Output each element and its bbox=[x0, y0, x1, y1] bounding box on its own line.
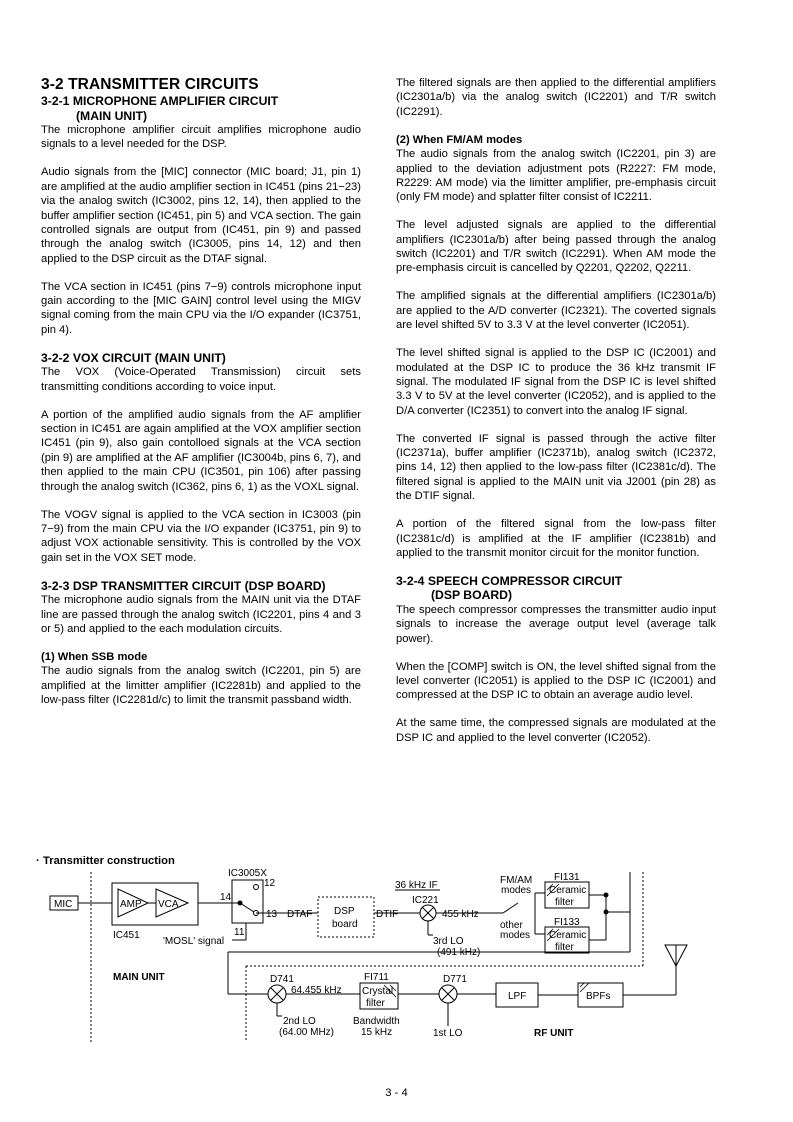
paragraph: When the [COMP] switch is ON, the level shifted signal from the level converter (IC2051) is applied to the DSP IC (IC2001) and compressed at the DSP IC to obtain an average audio level. bbox=[396, 660, 716, 702]
if-36khz-label: 36 kHz IF bbox=[395, 880, 438, 891]
paragraph: The audio signals from the analog switch (IC2201, pin 5) are amplified at the limitter amplifier (IC2281b) and applied to the low-pass filter (IC2281d/c) to limit the transmit passband width. bbox=[41, 665, 361, 707]
transmitter-construction-diagram bbox=[34, 852, 774, 1052]
junction bbox=[604, 893, 608, 897]
fi133-label: FI133 bbox=[554, 917, 580, 928]
paragraph: The speech compressor compresses the transmitter audio input signals to increase the average output level (average talk power). bbox=[396, 603, 716, 645]
switch-lever bbox=[240, 903, 254, 912]
dsp-label: DSP bbox=[334, 906, 355, 917]
pin-13-label: 13 bbox=[266, 909, 278, 920]
vca-label: VCA bbox=[158, 899, 179, 910]
bpfs-label: BPFs bbox=[586, 991, 611, 1002]
paragraph: The VOGV signal is applied to the VCA section in IC3003 (pin 7−9) from the main CPU via the I/O expander (IC3751, pin 9) to adjust VOX actionable sensitivity. This is controlled by the VOX gain set in the VOX SET mode. bbox=[41, 508, 361, 564]
speech-compressor-heading-line2: (DSP BOARD) bbox=[431, 588, 513, 603]
filter-label: filter bbox=[555, 897, 574, 908]
other-label: other bbox=[500, 920, 523, 931]
paragraph: The converted IF signal is passed through the active filter (IC2371a), buffer amplifier (IC2371b), analog switch (IC2372, pins 14, 12) then applied to the low-pass filter (IC2381c/d). The filtered signal is applied to the MAIN unit via J2001 (pin 28) as the DTIF signal. bbox=[396, 432, 716, 503]
paragraph: At the same time, the compressed signals are modulated at the DSP IC and applied to the level converter (IC2052). bbox=[396, 717, 716, 744]
section-title: 3-2 TRANSMITTER CIRCUITS bbox=[41, 76, 259, 93]
ic3005x-label: IC3005X bbox=[228, 868, 267, 879]
paragraph: The level adjusted signals are applied to the differential amplifiers (IC2301a/b) after being passed through the analog switch (IC2201) and T/R switch (IC2291). When AM mode the pre-emphasis circuit is cancelled by Q2201, Q2202, Q2211. bbox=[396, 219, 716, 275]
lo2-label: 2nd LO bbox=[283, 1016, 316, 1027]
paragraph: Audio signals from the [MIC] connector (MIC board; J1, pin 1) are amplified at the audio amplifier section in IC451 (pins 21−23) via the analog switch (IC3002, pins 12, 14), then applied to the buffer amplifier section (IC451, pin 5) and VCA section. The gain controlled signals are output from (IC451, pin 9) and passed through the analog switch (IC3005, pins 14, 12) and then applied to the DSP circuit as the DTAF signal. bbox=[41, 166, 361, 265]
amp-label: AMP bbox=[120, 899, 142, 910]
paragraph: The filtered signals are then applied to the differential amplifiers (IC2301a/b) via the analog switch (IC2201) and T/R switch (IC2291). bbox=[396, 77, 716, 118]
rf-unit-label: RF UNIT bbox=[534, 1028, 574, 1039]
diagram-bullet: · bbox=[36, 855, 40, 867]
ssb-mode-heading: (1) When SSB mode bbox=[41, 650, 148, 663]
paragraph: The microphone amplifier circuit amplifies microphone audio signals to a level needed for the DSP. bbox=[41, 124, 361, 151]
fi131-label: FI131 bbox=[554, 872, 580, 883]
board-label: board bbox=[332, 919, 358, 930]
right-column bbox=[396, 76, 716, 745]
paragraph: A portion of the amplified audio signals from the AF amplifier section in IC451 are again amplified at the VOX amplifier section IC451 (pin 9), also gain contolloed signals at the VCA section (pin 9) are amplified at the AF amplifier (IC3004b, pins 6, 7), and then applied to the main CPU (IC3501, pin 106) after passing through the analog switch (IC362, pins 6, 1) as the VOXL signal. bbox=[41, 408, 361, 493]
pin-14-label: 14 bbox=[220, 892, 232, 903]
dsp-tx-heading: 3-2-3 DSP TRANSMITTER CIRCUIT (DSP BOARD) bbox=[41, 578, 326, 593]
bandwidth-label: Bandwidth bbox=[353, 1016, 400, 1027]
ceramic-label: Ceramic bbox=[549, 885, 587, 896]
mosl-signal-label: 'MOSL' signal bbox=[163, 936, 225, 947]
dtif-label: DTIF bbox=[376, 909, 399, 920]
ic451-label: IC451 bbox=[113, 930, 140, 941]
ceramic-label: Ceramic bbox=[549, 930, 587, 941]
lo2-freq-label: (64.00 MHz) bbox=[279, 1027, 335, 1038]
filter-label: filter bbox=[366, 998, 385, 1009]
fmam-label: FM/AM bbox=[500, 875, 533, 886]
crystal-label: Crystal bbox=[362, 986, 394, 997]
bandwidth-value: 15 kHz bbox=[361, 1027, 393, 1038]
paragraph: The microphone audio signals from the MAIN unit via the DTAF line are passed through the analog switch (IC2201, pins 4 and 3 or 5) and applied to the each modulation circuits. bbox=[41, 594, 361, 635]
main-unit-label: MAIN UNIT bbox=[113, 972, 165, 983]
mic-amp-heading-line2: (MAIN UNIT) bbox=[76, 108, 148, 123]
paragraph: The amplified signals at the differential amplifiers (IC2301a/b) are applied to the A/D converter (IC2321). The coverted signals are level shifted 5V to 3.3 V at the level converter (IC2051). bbox=[396, 290, 716, 332]
page-number: 3 - 4 bbox=[385, 1087, 408, 1099]
paragraph: The level shifted signal is applied to the DSP IC (IC2001) and modulated at the DSP IC to produce the 36 kHz transmit IF signal. The modulated IF signal from the DSP IC is level shifted 3.3 V to 5V at the level converter (IC2052), and is applied to the D/A converter (IC2351) to convert into the analog IF signal. bbox=[396, 347, 716, 417]
speech-compressor-heading-line1: 3-2-4 SPEECH COMPRESSOR CIRCUIT bbox=[396, 573, 623, 588]
fi711-label: FI711 bbox=[364, 972, 389, 983]
dsp-board-box bbox=[318, 897, 374, 937]
ic221-label: IC221 bbox=[412, 895, 439, 906]
paragraph: The VCA section in IC451 (pins 7−9) controls microphone input gain according to the [MIC GAIN] control level using the MIGV signal coming from the main CPU via the I/O expander (IC3751, pin 4). bbox=[41, 280, 361, 336]
khz64-label: 64.455 kHz bbox=[291, 985, 342, 996]
lo1-label: 1st LO bbox=[433, 1028, 463, 1039]
mic-label: MIC bbox=[54, 899, 73, 910]
mic-amp-heading bbox=[41, 94, 361, 123]
diagram-title: Transmitter construction bbox=[43, 855, 175, 867]
paragraph: A portion of the filtered signal from the low-pass filter (IC2381c/d) is amplified at the IF amplifier (IC2381b) and applied to the transmit monitor circuit for the monitor function. bbox=[396, 518, 716, 559]
filter-label: filter bbox=[555, 942, 574, 953]
mic-amp-heading-line1: 3-2-1 MICROPHONE AMPLIFIER CIRCUIT bbox=[41, 94, 279, 108]
other-modes-label: modes bbox=[500, 930, 531, 941]
dtaf-label: DTAF bbox=[287, 909, 313, 920]
switch-contact-12 bbox=[254, 885, 259, 890]
left-column bbox=[41, 76, 361, 708]
d771-label: D771 bbox=[443, 974, 467, 985]
fm-am-mode-heading: (2) When FM/AM modes bbox=[396, 133, 523, 146]
fmam-modes-label: modes bbox=[501, 885, 532, 896]
lo3-freq-label: (491 kHz) bbox=[437, 947, 481, 958]
speech-compressor-heading bbox=[396, 574, 716, 603]
paragraph: The audio signals from the analog switch (IC2201, pin 3) are applied to the deviation adjustment pots (R2227: FM mode, R2229: AM mode) via the limitter amplifier, pre-emphasis circuit (only FM mode) and splatter filter consist of IC2211. bbox=[396, 148, 716, 204]
lo3-label: 3rd LO bbox=[433, 936, 464, 947]
paragraph: The VOX (Voice-Operated Transmission) circuit sets transmitting conditions according to voice input. bbox=[41, 366, 361, 393]
vox-heading: 3-2-2 VOX CIRCUIT (MAIN UNIT) bbox=[41, 350, 226, 365]
filter-switch-lever bbox=[503, 903, 518, 913]
pin-11-label: 11 bbox=[234, 927, 245, 938]
khz455-label: 455 kHz bbox=[442, 909, 479, 920]
d741-label: D741 bbox=[270, 974, 294, 985]
pin-12-label: 12 bbox=[264, 878, 276, 889]
lpf-label: LPF bbox=[508, 991, 527, 1002]
